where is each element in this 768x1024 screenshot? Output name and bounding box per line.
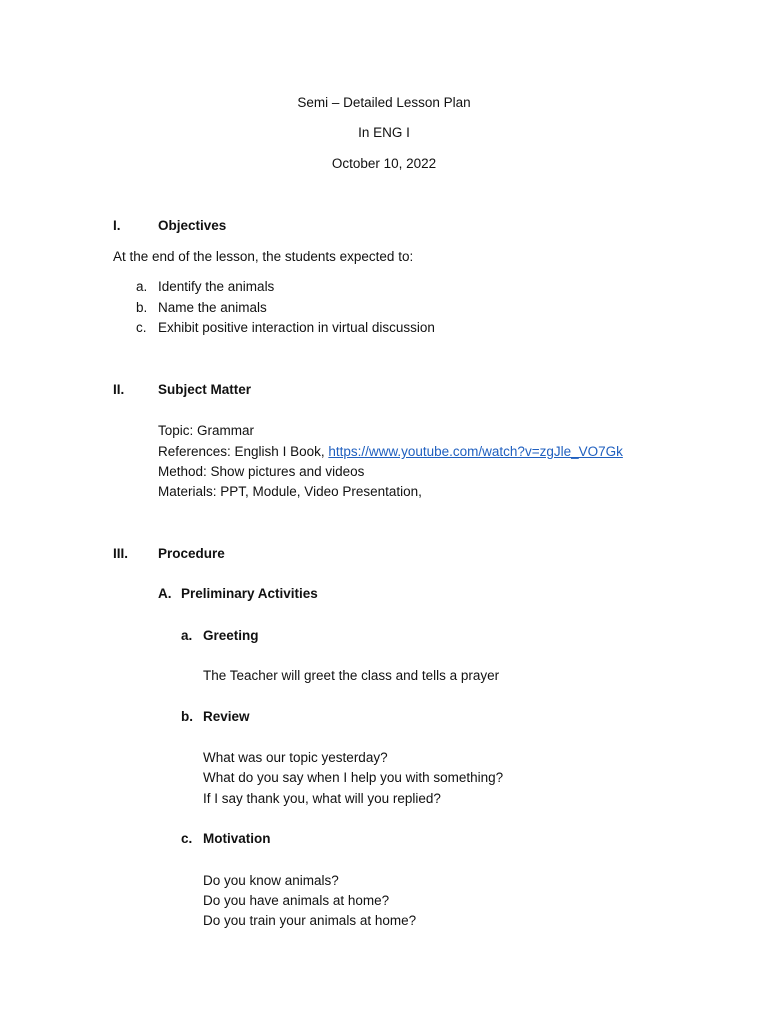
activity-heading-greeting: Greeting [203, 628, 259, 643]
section-heading-subject-matter: Subject Matter [158, 382, 252, 397]
section-heading-objectives: Objectives [158, 218, 227, 233]
topic-line: Topic: Grammar [158, 423, 255, 438]
references-link[interactable]: https://www.youtube.com/watch?v=zgJle_VO7Gk [328, 444, 623, 459]
activity-heading-review: Review [203, 709, 250, 724]
references-line [158, 444, 623, 460]
section-numeral-subject-matter: II. [113, 382, 125, 397]
section-numeral-objectives: I. [113, 218, 121, 233]
motivation-question: Do you train your animals at home? [203, 913, 417, 928]
section-numeral-procedure: III. [113, 546, 129, 561]
method-line: Method: Show pictures and videos [158, 464, 365, 479]
document-date: October 10, 2022 [331, 156, 437, 171]
section-heading-procedure: Procedure [158, 546, 225, 561]
subsection-marker: A. [158, 586, 172, 601]
objective-item: Name the animals [158, 300, 267, 315]
activity-heading-motivation: Motivation [203, 831, 271, 846]
activity-marker: c. [181, 831, 193, 846]
objective-marker: a. [136, 279, 148, 294]
document-subject: In ENG I [358, 125, 410, 140]
references-label: References: English I Book, [158, 444, 329, 459]
greeting-text: The Teacher will greet the class and tells a prayer [203, 668, 500, 683]
objective-marker: c. [136, 320, 147, 335]
materials-line: Materials: PPT, Module, Video Presentation, [158, 484, 422, 499]
document-title: Semi – Detailed Lesson Plan [297, 95, 471, 110]
review-question: If I say thank you, what will you replied? [203, 791, 441, 806]
activity-marker: b. [181, 709, 193, 724]
objective-marker: b. [136, 300, 148, 315]
objective-item: Exhibit positive interaction in virtual discussion [158, 320, 435, 335]
review-question: What do you say when I help you with something? [203, 770, 504, 785]
objective-item: Identify the animals [158, 279, 275, 294]
review-question: What was our topic yesterday? [203, 750, 388, 765]
subsection-heading-preliminary: Preliminary Activities [181, 586, 318, 601]
activity-marker: a. [181, 628, 193, 643]
objectives-intro: At the end of the lesson, the students expected to: [113, 249, 414, 264]
motivation-question: Do you have animals at home? [203, 893, 390, 908]
motivation-question: Do you know animals? [203, 873, 339, 888]
